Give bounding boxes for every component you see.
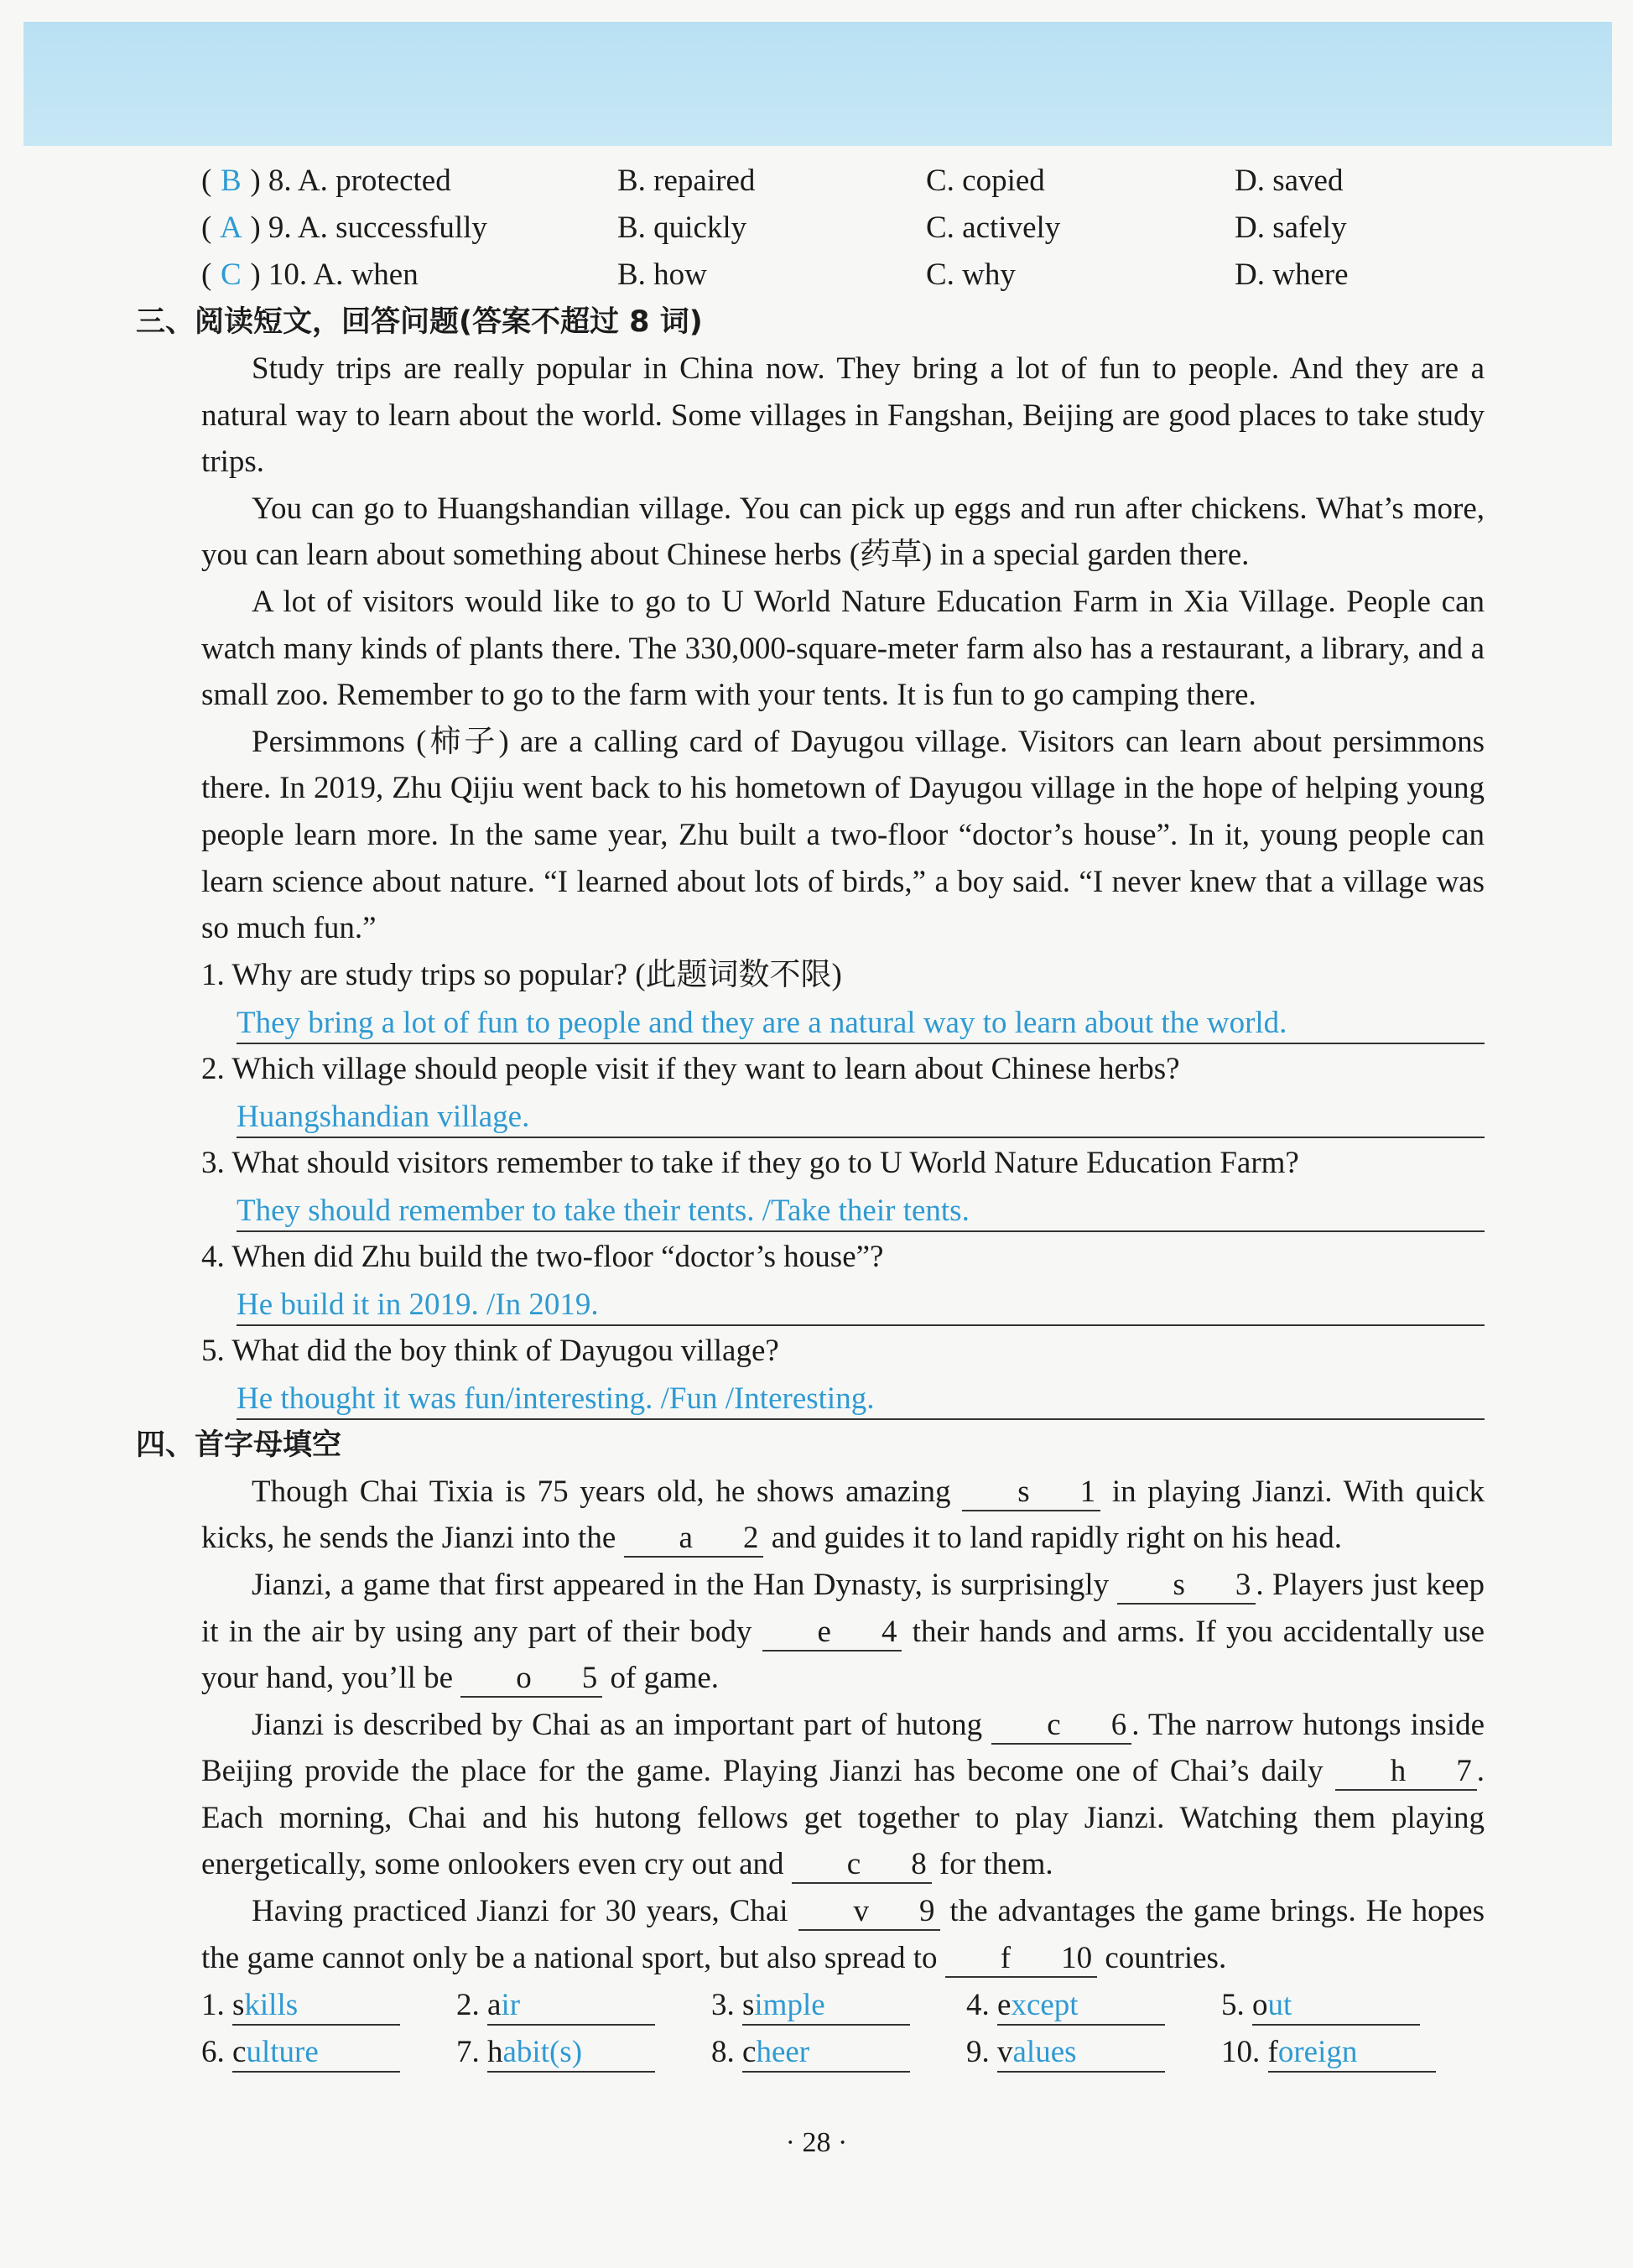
passage-paragraph: A lot of visitors would like to go to U World Nature Education Farm in Xia Village. People can watch many kinds of plants there. The 330,000-square-meter farm also has a restaurant, a library, and a small zoo. Remember to go to the farm with your tents. It is fun to go camping there. (201, 584, 1485, 713)
cloze-blank[interactable]: o 5 (460, 1661, 602, 1698)
word-answer: 7. habit(s) (456, 2029, 711, 2076)
word-answer: 10. foreign (1221, 2029, 1476, 2076)
question: 1. Why are study trips so popular? (此题词数不限) (201, 957, 842, 992)
cloze-blank[interactable]: h 7 (1335, 1754, 1477, 1791)
cloze-blank[interactable]: c 6 (991, 1708, 1131, 1745)
answer-row (201, 1983, 1485, 2028)
word-answer: 4. except (966, 1982, 1221, 2029)
answer-line[interactable]: They bring a lot of fun to people and they are a natural way to learn about the world. (237, 999, 1485, 1044)
cloze-blank[interactable]: e 4 (762, 1615, 902, 1652)
word-answer: 3. simple (711, 1982, 966, 2029)
cloze-paragraph: Jianzi is described by Chai as an important part of hutong c 6 . The narrow hutongs inside Beijing provide the place for the game. Playing Jianzi has become one of Chai’s daily h 7 . Each morning, Chai and his hutong fellows get together to play Jianzi. Watching them playing energetically, some onlookers even cry out and c 8 for them. (201, 1702, 1485, 1888)
answer-line[interactable]: He thought it was fun/interesting. /Fun /Interesting. (237, 1375, 1485, 1420)
cloze-paragraph: Jianzi, a game that first appeared in the Han Dynasty, is surprisingly s 3 . Players just keep it in the air by using any part of their body e 4 their hands and arms. If you accidentally use your hand, you’ll be o 5 of game. (201, 1562, 1485, 1702)
mc-option-c: C. copied (926, 164, 1045, 199)
question: 3. What should visitors remember to take if they go to U World Nature Education Farm? (201, 1145, 1299, 1180)
question: 4. When did Zhu build the two-floor “doctor’s house”? (201, 1239, 884, 1274)
mc-option-d: D. saved (1235, 164, 1344, 199)
word-answer-line[interactable]: skills (232, 1987, 400, 2026)
cloze-blank[interactable]: c 8 (792, 1847, 932, 1884)
word-answer-line[interactable]: except (997, 1987, 1165, 2026)
mc-answer: A (219, 211, 242, 246)
word-answer-line[interactable]: culture (232, 2034, 400, 2073)
word-answer: 8. cheer (711, 2029, 966, 2076)
passage-paragraph: Study trips are really popular in China now. They bring a lot of fun to people. And they are a natural way to learn about the world. Some villages in Fangshan, Beijing are good places to take study trips. (201, 351, 1485, 480)
answer-row (201, 2030, 1485, 2075)
section4-title: 四、首字母填空 (136, 1428, 342, 1462)
word-answer: 1. skills (201, 1982, 456, 2029)
word-answer: 9. values (966, 2029, 1221, 2076)
word-answer: 6. culture (201, 2029, 456, 2076)
mc-question: ( C ) 10. A. when (201, 252, 617, 299)
passage-paragraph: Persimmons (柿子) are a calling card of Dayugou village. Visitors can learn about persimmons there. In 2019, Zhu Qijiu went back to his hometown of Dayugou village in the hope of helping young people learn more. In the same year, Zhu built a two-floor “doctor’s house”. In it, young people can learn science about nature. “I learned about lots of birds,” a boy said. “I never knew that a village was so much fun.” (201, 724, 1485, 946)
answer-line[interactable]: Huangshandian village. (237, 1093, 1485, 1138)
mc-question: ( B ) 8. A. protected (201, 158, 617, 205)
cloze-blank[interactable]: v 9 (798, 1894, 940, 1931)
mc-option-b: B. quickly (617, 211, 747, 246)
answer-line[interactable]: He build it in 2019. /In 2019. (237, 1281, 1485, 1326)
cloze-blank[interactable]: a 2 (624, 1521, 764, 1558)
mc-option-c: C. actively (926, 211, 1061, 246)
word-answer-line[interactable]: foreign (1268, 2034, 1436, 2073)
cloze-paragraph: Though Chai Tixia is 75 years old, he shows amazing s 1 in playing Jianzi. With quick kicks, he sends the Jianzi into the a 2 and guides it to land rapidly right on his head. (201, 1469, 1485, 1562)
question: 2. Which village should people visit if they want to learn about Chinese herbs? (201, 1051, 1180, 1086)
word-answer-line[interactable]: habit(s) (487, 2034, 655, 2073)
cloze-blank[interactable]: s 1 (962, 1475, 1100, 1511)
cloze-paragraph: Having practiced Jianzi for 30 years, Chai v 9 the advantages the game brings. He hopes the game cannot only be a national sport, but also spread to f 10 countries. (201, 1888, 1485, 1981)
page-content (136, 158, 1485, 2075)
cloze-blank[interactable]: s 3 (1117, 1568, 1256, 1605)
word-answer: 2. air (456, 1982, 711, 2029)
mc-option-b: B. how (617, 257, 707, 293)
question: 5. What did the boy think of Dayugou village? (201, 1333, 779, 1368)
mc-question: ( A ) 9. A. successfully (201, 205, 617, 252)
word-answer: 5. out (1221, 1982, 1476, 2029)
mc-answer: B (220, 164, 242, 199)
mc-answer: C (220, 257, 242, 293)
mc-option-d: D. safely (1235, 211, 1347, 246)
mc-row (201, 205, 1485, 252)
page-number: · 28 · (785, 2127, 848, 2158)
answer-line[interactable]: They should remember to take their tents. /Take their tents. (237, 1187, 1485, 1232)
mc-row (201, 252, 1485, 299)
word-answer-line[interactable]: out (1252, 1987, 1420, 2026)
mc-option-d: D. where (1235, 257, 1349, 293)
header-band (23, 22, 1612, 146)
word-answer-line[interactable]: cheer (742, 2034, 910, 2073)
mc-option-c: C. why (926, 257, 1016, 293)
word-answer-line[interactable]: simple (742, 1987, 910, 2026)
word-answer-line[interactable]: air (487, 1987, 655, 2026)
mc-row (201, 158, 1485, 205)
word-answer-line[interactable]: values (997, 2034, 1165, 2073)
mc-option-b: B. repaired (617, 164, 756, 199)
cloze-blank[interactable]: f 10 (945, 1941, 1097, 1978)
section3-title: 三、阅读短文，回答问题(答案不超过 8 词) (136, 305, 703, 339)
passage-paragraph: You can go to Huangshandian village. You can pick up eggs and run after chickens. What’s more, you can learn about something about Chinese herbs (药草) in a special garden there. (201, 491, 1485, 573)
